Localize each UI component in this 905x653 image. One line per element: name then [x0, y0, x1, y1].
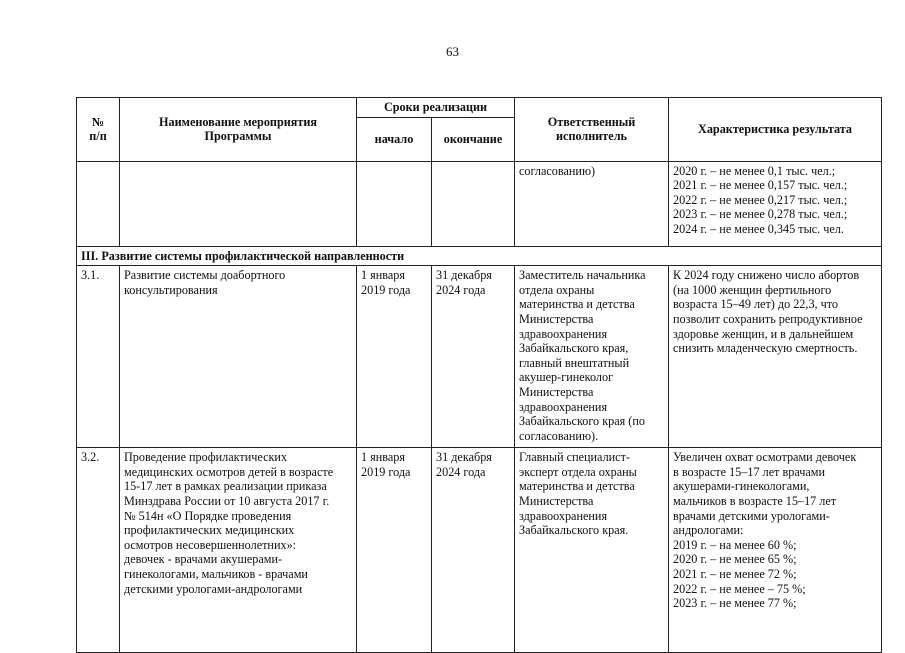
text-line: согласованию). [519, 428, 599, 443]
text-line: Главный специалист- [519, 450, 630, 465]
text-line: Забайкальского края. [519, 523, 629, 538]
text-line: снизить младенческую смертность. [673, 341, 858, 356]
header-responsible [515, 98, 669, 162]
cell-start [357, 161, 432, 246]
text-line: девочек - врачами акушерами- [124, 552, 283, 567]
text-line: п/п [89, 129, 107, 144]
cell-activity-name [120, 448, 357, 653]
header-number [77, 98, 120, 162]
section-title: III. Развитие системы профилактической направленности [77, 246, 882, 266]
text-line: 2024 года [436, 282, 486, 297]
text-line: № 514н «О Порядке проведения [124, 508, 292, 523]
text-line: согласованию) [519, 163, 596, 178]
text-line: Увеличен охват осмотрами девочек [673, 450, 857, 465]
text-line: 2020 г. – не менее 65 %; [673, 552, 797, 567]
cell-end [432, 448, 515, 653]
text-line: консультирования [124, 282, 218, 297]
cell-number [77, 266, 120, 448]
text-line: возраста 15–49 лет) до 22,3, что [673, 297, 839, 312]
cell-result [669, 266, 882, 448]
cell-number [77, 448, 120, 653]
text-line: позволит сохранить репродуктивное [673, 311, 863, 326]
text-line: 31 декабря [436, 450, 492, 465]
text-line: Министерства [519, 384, 594, 399]
text-line: 31 декабря [436, 268, 492, 283]
text-line: 2023 г. – не менее 77 %; [673, 596, 797, 611]
text-line: Министерства [519, 311, 594, 326]
cell-number [77, 161, 120, 246]
text-line: 1 января [361, 450, 405, 465]
text-line: акушерами-гинекологами, [673, 479, 810, 494]
cell-activity-name [120, 266, 357, 448]
text-line: детскими урологами-андрологами [124, 581, 303, 596]
section-row [77, 246, 882, 266]
text-line: Заместитель начальника [519, 268, 646, 283]
text-line: 2019 года [361, 464, 411, 479]
text-line: здравоохранения [519, 399, 608, 414]
text-line: 2020 г. – не менее 0,1 тыс. чел.; [673, 163, 836, 178]
header-terms: Сроки реализации [357, 98, 515, 118]
cell-responsible [515, 161, 669, 246]
text-line: эксперт отдела охраны [519, 464, 637, 479]
text-line: 15-17 лет в рамках реализации приказа [124, 479, 327, 494]
text-line: 2019 г. – на менее 60 %; [673, 537, 797, 552]
table-row [77, 448, 882, 653]
cell-responsible [515, 266, 669, 448]
text-line: главный внештатный [519, 355, 630, 370]
text-line: Минздрава России от 10 августа 2017 г. [124, 493, 330, 508]
cell-activity-name [120, 161, 357, 246]
text-line: врачами детскими урологами- [673, 508, 830, 523]
text-line: здравоохранения [519, 508, 608, 523]
text-line: Наименование мероприятия [159, 114, 317, 129]
text-line: 2024 года [436, 464, 486, 479]
text-line: Развитие системы доабортного [124, 268, 286, 283]
text-line: профилактических медицинских [124, 523, 295, 538]
text-line: осмотров несовершеннолетних»: [124, 537, 297, 552]
text-line: 2024 г. – не менее 0,345 тыс. чел. [673, 221, 844, 236]
cell-end [432, 266, 515, 448]
text-line: 2022 г. – не менее 0,217 тыс. чел.; [673, 192, 848, 207]
text-line: здоровье женщин, и в дальнейшем [673, 326, 854, 341]
page-number: 63 [446, 44, 459, 59]
text-line: № [91, 114, 105, 129]
text-line: 2023 г. – не менее 0,278 тыс. чел.; [673, 207, 848, 222]
text-line: 1 января [361, 268, 405, 283]
text-line: 2021 г. – не менее 72 %; [673, 566, 797, 581]
header-start: начало [357, 117, 432, 161]
program-table [76, 97, 882, 653]
text-line: К 2024 году снижено число абортов [673, 268, 860, 283]
text-line: материнства и детства [519, 297, 635, 312]
text-line: 2019 года [361, 282, 411, 297]
table-row [77, 161, 882, 246]
text-line: Министерства [519, 493, 594, 508]
text-line: Ответственный [547, 114, 636, 129]
cell-start [357, 266, 432, 448]
table-row [77, 266, 882, 448]
text-line: Программы [204, 129, 272, 144]
text-line: Забайкальского края (по [519, 414, 645, 429]
text-line: исполнитель [556, 129, 627, 144]
text-line: 3.2. [81, 450, 100, 465]
text-line: отдела охраны [519, 282, 595, 297]
text-line: Проведение профилактических [124, 450, 288, 465]
text-line: 2021 г. – не менее 0,157 тыс. чел.; [673, 178, 848, 193]
text-line: андрологами: [673, 523, 744, 538]
header-row-1 [77, 98, 882, 118]
text-line: в возрасте 15–17 лет врачами [673, 464, 826, 479]
cell-result [669, 161, 882, 246]
text-line: мальчиков в возрасте 15–17 лет [673, 493, 837, 508]
text-line: материнства и детства [519, 479, 635, 494]
text-line: медицинских осмотров детей в возрасте [124, 464, 334, 479]
cell-responsible [515, 448, 669, 653]
text-line: гинекологами, мальчиков - врачами [124, 566, 308, 581]
text-line: акушер-гинеколог [519, 370, 614, 385]
text-line: 2022 г. – не менее – 75 %; [673, 581, 806, 596]
header-activity-name [120, 98, 357, 162]
cell-end [432, 161, 515, 246]
text-line: Забайкальского края, [519, 341, 629, 356]
text-line: (на 1000 женщин фертильного [673, 282, 832, 297]
text-line: 3.1. [81, 268, 100, 283]
header-end: окончание [432, 117, 515, 161]
cell-result [669, 448, 882, 653]
header-result: Характеристика результата [669, 98, 882, 162]
cell-start [357, 448, 432, 653]
text-line: здравоохранения [519, 326, 608, 341]
